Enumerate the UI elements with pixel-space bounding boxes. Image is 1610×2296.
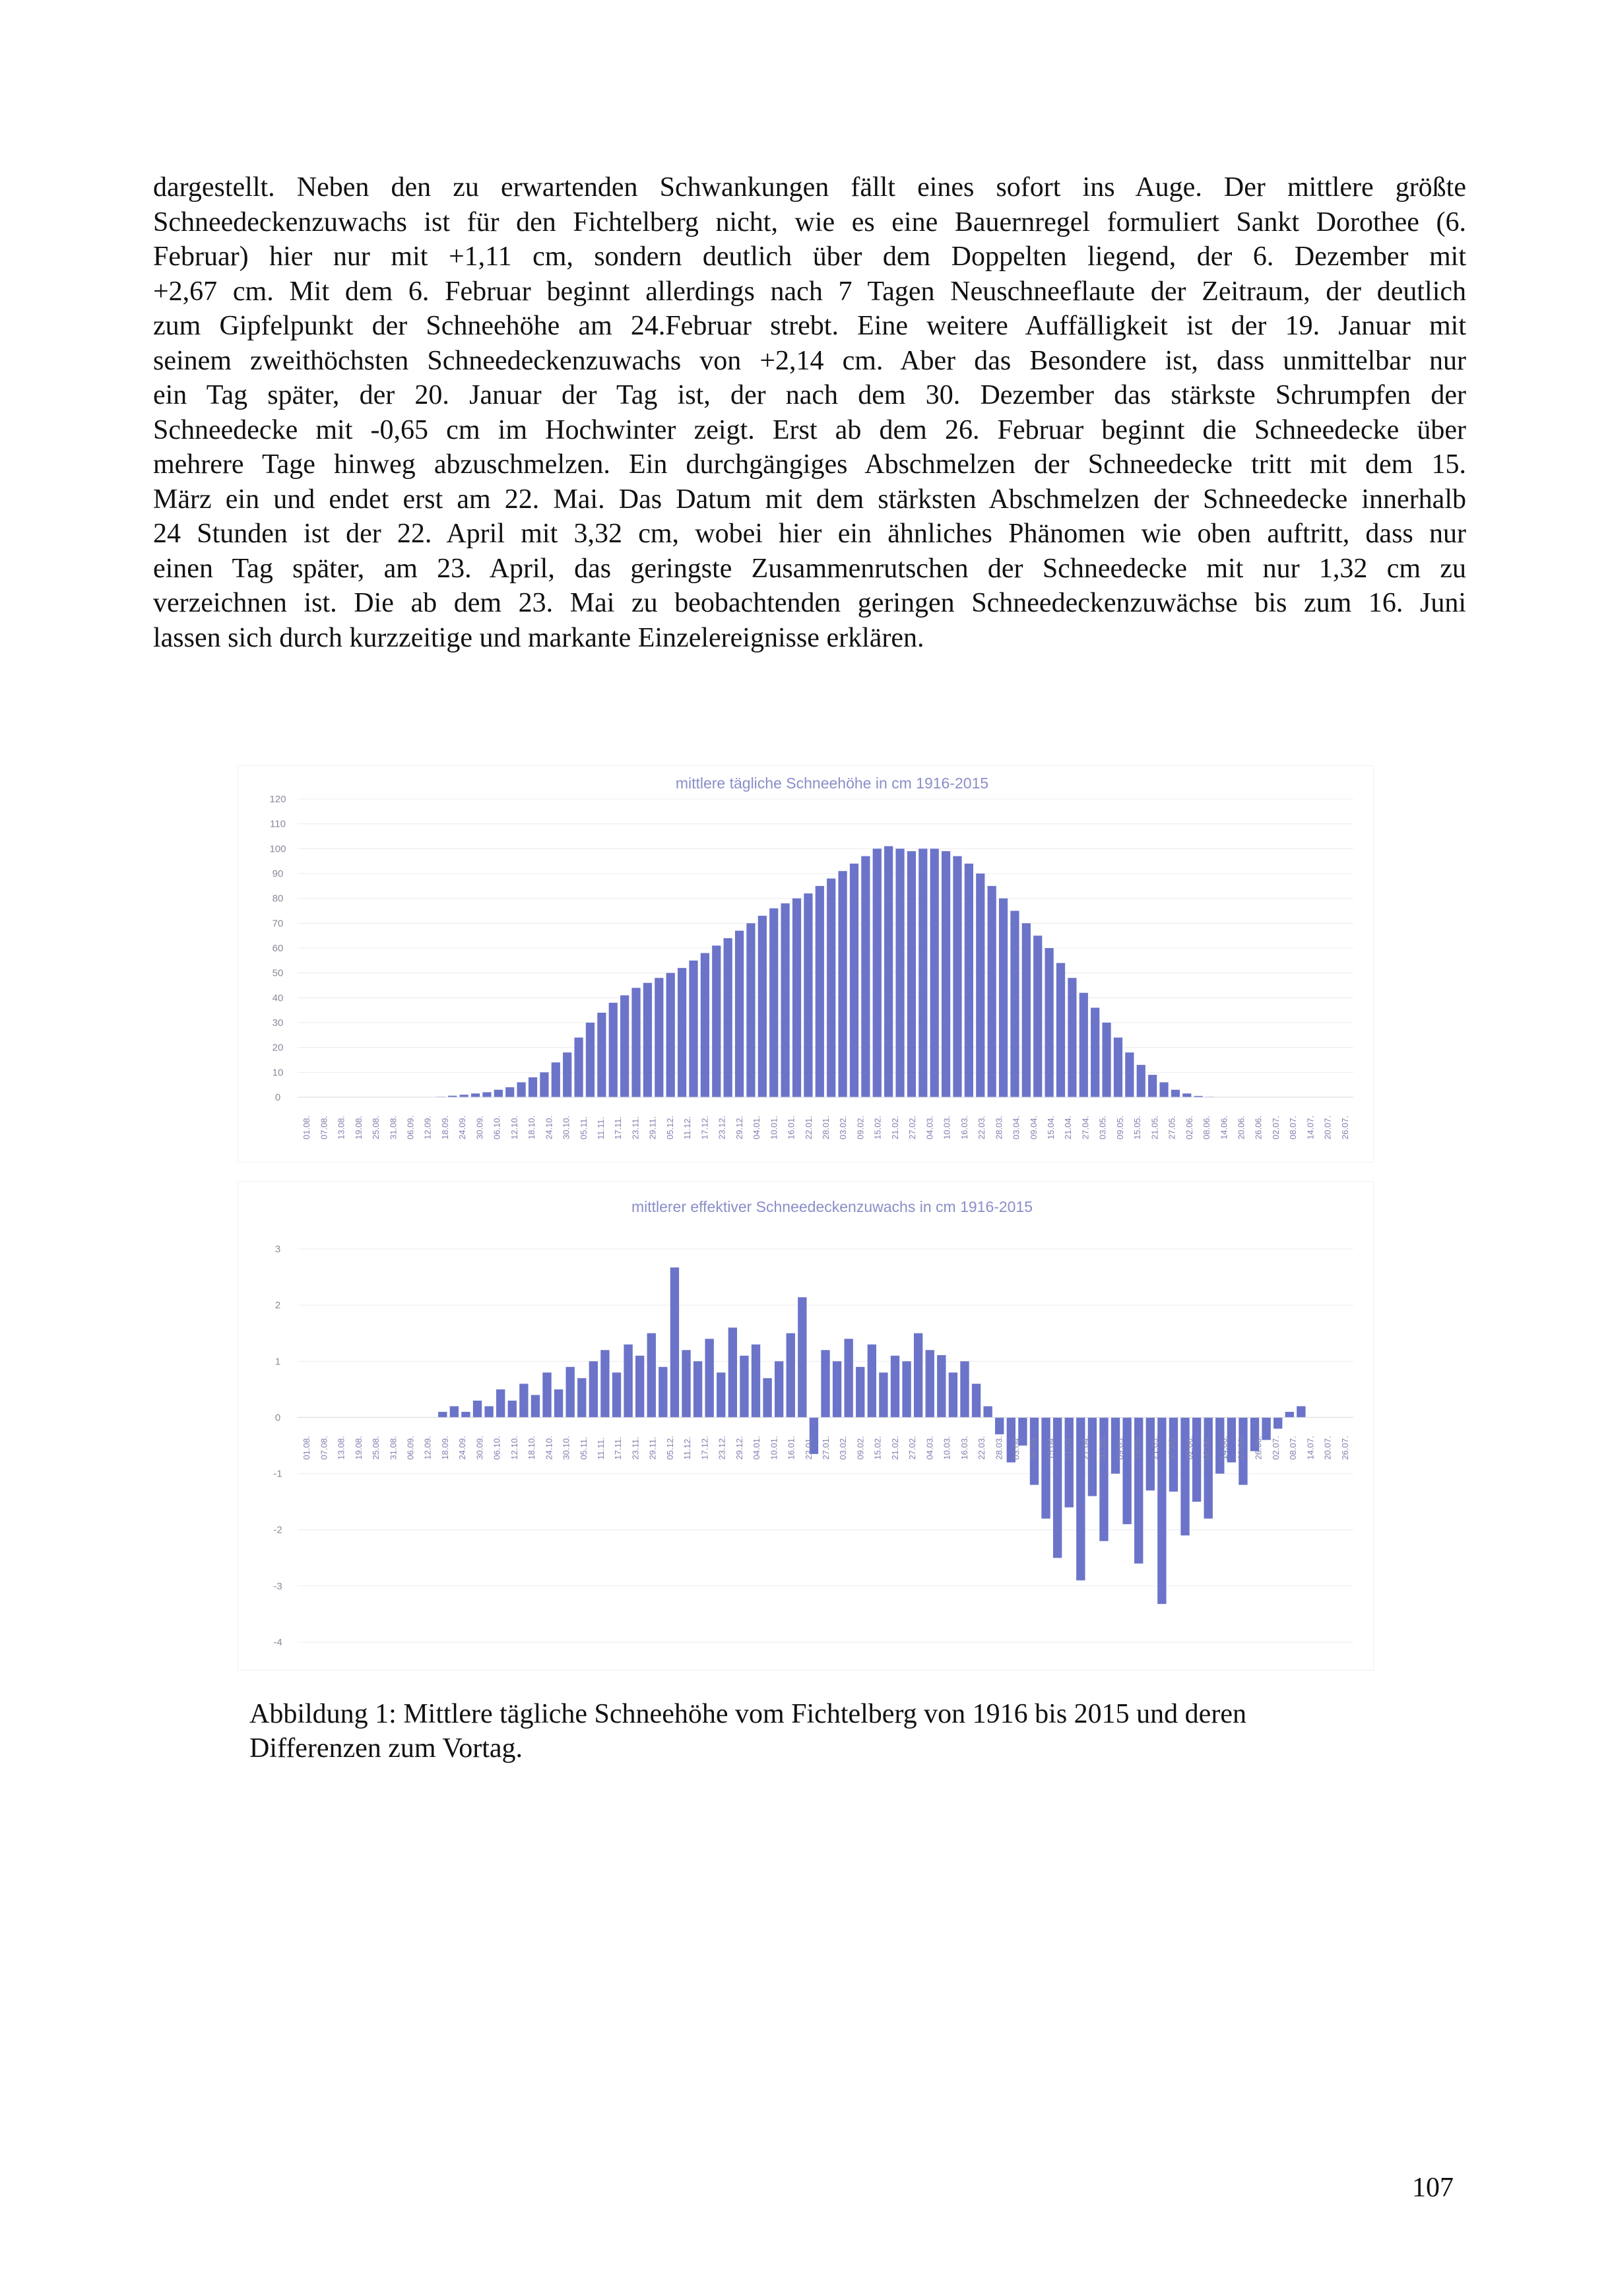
x-tick-label: 11.12. bbox=[682, 1116, 693, 1139]
x-tick-label: 01.08. bbox=[302, 1115, 312, 1139]
x-tick-label: 27.04. bbox=[1080, 1115, 1091, 1139]
x-tick-label: 08.06. bbox=[1202, 1436, 1212, 1460]
body-line: lassen sich durch kurzzeitige und markante Einzelereignisse erklären. bbox=[153, 622, 924, 653]
chart-bar bbox=[918, 848, 927, 1097]
x-tick-label: 09.04. bbox=[1028, 1115, 1039, 1139]
x-tick-label: 27.04. bbox=[1080, 1436, 1091, 1460]
chart-bar bbox=[798, 1297, 806, 1417]
chart-bar bbox=[552, 1062, 560, 1097]
x-tick-label: 10.03. bbox=[942, 1436, 952, 1460]
x-tick-label: 18.09. bbox=[439, 1436, 450, 1460]
chart-bar bbox=[1159, 1082, 1168, 1097]
chart-bar bbox=[460, 1095, 468, 1097]
chart-bar bbox=[1033, 936, 1042, 1097]
chart-bar bbox=[542, 1372, 551, 1417]
x-tick-label: 08.07. bbox=[1288, 1436, 1299, 1460]
chart-bar bbox=[461, 1412, 470, 1418]
body-line: dargestellt. Neben den zu erwartenden Schwankungen fällt eines sofort ins Auge. Der mittlere größte bbox=[153, 172, 1466, 203]
x-tick-label: 04.01. bbox=[752, 1436, 762, 1460]
chart-bar bbox=[775, 1361, 783, 1417]
y-tick-label: 20 bbox=[272, 1042, 284, 1054]
y-tick-label: 0 bbox=[274, 1092, 281, 1103]
chart-bar bbox=[1102, 1023, 1111, 1097]
chart-bar bbox=[631, 988, 640, 1097]
y-tick-label: 10 bbox=[272, 1067, 284, 1079]
x-tick-label: 03.04. bbox=[1011, 1436, 1021, 1460]
chart-bar bbox=[1273, 1417, 1282, 1428]
x-tick-label: 09.05. bbox=[1114, 1115, 1125, 1139]
x-tick-label: 17.12. bbox=[699, 1436, 710, 1460]
chart-bar bbox=[891, 1356, 899, 1418]
x-tick-label: 18.10. bbox=[527, 1436, 537, 1460]
chart-bar bbox=[1114, 1038, 1122, 1097]
x-tick-label: 23.12. bbox=[717, 1115, 727, 1139]
chart-bar bbox=[988, 886, 996, 1097]
x-tick-label: 05.12. bbox=[664, 1115, 675, 1139]
x-tick-label: 28.03. bbox=[994, 1436, 1004, 1460]
x-tick-label: 18.09. bbox=[439, 1115, 450, 1139]
x-tick-label: 24.09. bbox=[457, 1115, 468, 1139]
chart-bar bbox=[758, 916, 767, 1097]
chart-bar bbox=[763, 1378, 771, 1418]
x-tick-label: 06.09. bbox=[405, 1115, 416, 1139]
chart-bar bbox=[1056, 963, 1065, 1097]
chart-bar bbox=[769, 909, 778, 1097]
y-tick-label: 50 bbox=[272, 967, 284, 979]
x-tick-label: 06.10. bbox=[492, 1115, 502, 1139]
chart-bar bbox=[995, 1417, 1004, 1434]
body-line: Schneedeckenzuwachs ist für den Fichtelberg nicht, wie es eine Bauernregel formuliert Sankt Dorothee (6. bbox=[153, 207, 1466, 238]
y-tick-label: 70 bbox=[272, 918, 284, 930]
chart-bar bbox=[496, 1389, 505, 1418]
body-line: März ein und endet erst am 22. Mai. Das Datum mit dem stärksten Abschmelzen der Schneedecke innerhalb bbox=[153, 484, 1466, 515]
chart-bar bbox=[972, 1384, 981, 1417]
x-tick-label: 10.01. bbox=[769, 1115, 779, 1139]
chart-bar bbox=[659, 1367, 667, 1418]
x-tick-label: 03.02. bbox=[838, 1115, 849, 1139]
x-tick-label: 07.08. bbox=[319, 1436, 329, 1460]
x-tick-label: 15.05. bbox=[1132, 1115, 1143, 1139]
chart-bar bbox=[937, 1355, 946, 1418]
chart-bar bbox=[554, 1389, 563, 1418]
x-tick-label: 15.04. bbox=[1045, 1436, 1056, 1460]
x-tick-label: 10.03. bbox=[942, 1115, 952, 1139]
chart-bar bbox=[821, 1350, 829, 1417]
x-tick-label: 05.11. bbox=[578, 1436, 589, 1460]
x-tick-label: 14.07. bbox=[1305, 1436, 1316, 1460]
chart-bar bbox=[586, 1023, 595, 1097]
chart-bar bbox=[1171, 1090, 1180, 1097]
chart-title: mittlere tägliche Schneehöhe in cm 1916-2015 bbox=[675, 775, 989, 792]
chart-bar bbox=[976, 874, 984, 1097]
x-tick-label: 28.03. bbox=[994, 1115, 1004, 1139]
x-tick-label: 20.06. bbox=[1236, 1436, 1246, 1460]
chart-bar bbox=[949, 1372, 957, 1417]
chart-bar bbox=[953, 856, 961, 1097]
body-line: mehrere Tage hinweg abzuschmelzen. Ein durchgängiges Abschmelzen der Schneedecke tritt mit dem 15. bbox=[153, 449, 1466, 480]
figure-caption: Abbildung 1: Mittlere tägliche Schneehöhe vom Fichtelberg von 1916 bis 2015 und deren Differenzen zum Vortag. bbox=[249, 1699, 1246, 1764]
x-tick-label: 04.03. bbox=[924, 1115, 935, 1139]
chart-bar bbox=[484, 1406, 493, 1417]
chart-bar bbox=[566, 1367, 575, 1418]
y-tick-label: 3 bbox=[274, 1244, 281, 1255]
x-tick-label: 27.01. bbox=[821, 1436, 831, 1460]
body-line: verzeichnen ist. Die ab dem 23. Mai zu beobachtenden geringen Schneedeckenzuwächse bis zum 16. Juni bbox=[153, 588, 1466, 618]
x-tick-label: 14.07. bbox=[1305, 1115, 1316, 1139]
x-tick-label: 05.12. bbox=[664, 1436, 675, 1460]
x-tick-label: 02.07. bbox=[1270, 1115, 1281, 1139]
chart-bar bbox=[1180, 1417, 1189, 1535]
page-number: 107 bbox=[1412, 2173, 1454, 2203]
chart-bar bbox=[624, 1345, 632, 1418]
chart-bar bbox=[787, 1333, 795, 1418]
chart-bar bbox=[505, 1087, 514, 1097]
chart-bar bbox=[597, 1013, 606, 1097]
x-tick-label: 23.11. bbox=[630, 1116, 641, 1139]
x-tick-label: 19.08. bbox=[353, 1115, 364, 1139]
chart-bar bbox=[450, 1406, 459, 1417]
x-tick-label: 27.05. bbox=[1167, 1115, 1177, 1139]
x-tick-label: 30.09. bbox=[474, 1115, 485, 1139]
x-tick-label: 23.12. bbox=[717, 1436, 727, 1460]
chart-bar bbox=[833, 1361, 841, 1417]
chart-bar bbox=[884, 846, 893, 1097]
x-tick-label: 09.05. bbox=[1114, 1436, 1125, 1460]
x-tick-label: 09.02. bbox=[855, 1115, 866, 1139]
chart-bar bbox=[844, 1339, 853, 1417]
body-line: Februar) hier nur mit +1,11 cm, sondern deutlich über dem Doppelten liegend, der 6. Dezember mit bbox=[153, 241, 1466, 272]
chart-bar bbox=[746, 923, 755, 1097]
x-tick-label: 04.01. bbox=[752, 1115, 762, 1139]
chart-bar bbox=[620, 996, 629, 1097]
x-tick-label: 06.10. bbox=[492, 1436, 502, 1460]
x-tick-label: 18.10. bbox=[527, 1115, 537, 1139]
x-tick-label: 13.08. bbox=[336, 1436, 346, 1460]
chart-bar bbox=[1010, 911, 1019, 1098]
x-tick-label: 27.02. bbox=[907, 1115, 918, 1139]
y-tick-label: -4 bbox=[273, 1637, 282, 1648]
body-line: einen Tag später, am 23. April, das geringste Zusammenrutschen der Schneedecke mit nur 1,32 cm zu bbox=[153, 553, 1466, 584]
x-tick-label: 03.05. bbox=[1097, 1115, 1108, 1139]
x-tick-label: 16.01. bbox=[786, 1436, 796, 1460]
chart-bar bbox=[519, 1384, 528, 1417]
y-tick-label: 40 bbox=[272, 992, 284, 1004]
x-tick-label: 14.06. bbox=[1219, 1436, 1229, 1460]
x-tick-label: 25.08. bbox=[371, 1436, 381, 1460]
chart-bar bbox=[930, 848, 939, 1097]
chart-title: mittlerer effektiver Schneedeckenzuwachs in cm 1916-2015 bbox=[631, 1198, 1033, 1215]
chart-bar bbox=[724, 938, 732, 1097]
chart-bar bbox=[643, 983, 652, 1097]
body-line: seinem zweithöchsten Schneedeckenzuwachs von +2,14 cm. Aber das Besondere ist, dass unmittelbar nur bbox=[153, 345, 1466, 376]
y-tick-label: 110 bbox=[270, 818, 286, 830]
x-tick-label: 22.01. bbox=[803, 1115, 814, 1139]
x-tick-label: 29.12. bbox=[734, 1436, 744, 1460]
x-tick-label: 29.12. bbox=[734, 1115, 744, 1139]
x-tick-label: 26.06. bbox=[1253, 1115, 1264, 1139]
snow-increase-chart-svg bbox=[238, 1182, 1373, 1670]
x-tick-label: 08.07. bbox=[1288, 1115, 1299, 1139]
x-tick-label: 27.05. bbox=[1167, 1436, 1177, 1460]
chart-bar bbox=[850, 864, 858, 1097]
x-tick-label: 04.03. bbox=[924, 1436, 935, 1460]
x-tick-label: 12.09. bbox=[422, 1115, 433, 1139]
chart-bar bbox=[666, 973, 675, 1097]
chart-bar bbox=[1065, 1417, 1074, 1507]
x-tick-label: 21.04. bbox=[1063, 1436, 1074, 1460]
x-tick-label: 25.08. bbox=[371, 1115, 381, 1139]
x-tick-label: 14.06. bbox=[1219, 1115, 1229, 1139]
chart-bar bbox=[873, 848, 882, 1097]
chart-bar bbox=[1068, 978, 1076, 1097]
chart-bar bbox=[1041, 1417, 1050, 1518]
x-tick-label: 15.05. bbox=[1132, 1436, 1143, 1460]
chart-bar bbox=[1204, 1417, 1213, 1518]
x-tick-label: 10.01. bbox=[769, 1436, 779, 1460]
y-tick-label: 120 bbox=[269, 794, 286, 805]
chart-bar bbox=[926, 1350, 934, 1417]
x-tick-label: 20.06. bbox=[1236, 1115, 1246, 1139]
x-tick-label: 31.08. bbox=[388, 1436, 399, 1460]
x-tick-label: 02.06. bbox=[1184, 1436, 1194, 1460]
x-tick-label: 26.06. bbox=[1253, 1436, 1264, 1460]
chart-bar bbox=[693, 1361, 702, 1417]
x-tick-label: 21.02. bbox=[889, 1436, 900, 1460]
chart-bar bbox=[942, 851, 950, 1097]
chart-bar bbox=[563, 1052, 571, 1097]
x-tick-label: 15.02. bbox=[872, 1436, 883, 1460]
snow-depth-chart-svg bbox=[238, 766, 1373, 1162]
snow-increase-chart bbox=[238, 1181, 1374, 1671]
x-tick-label: 06.09. bbox=[405, 1436, 416, 1460]
x-tick-label: 24.10. bbox=[544, 1115, 554, 1139]
chart-bar bbox=[914, 1333, 922, 1418]
x-tick-label: 27.02. bbox=[907, 1436, 918, 1460]
chart-bar bbox=[705, 1339, 713, 1417]
x-tick-label: 23.11. bbox=[630, 1436, 641, 1460]
chart-bar bbox=[1122, 1417, 1131, 1524]
chart-bar bbox=[473, 1401, 482, 1418]
y-tick-label: 1 bbox=[274, 1356, 281, 1368]
x-tick-label: 11.12. bbox=[682, 1436, 693, 1460]
x-tick-label: 05.11. bbox=[578, 1116, 589, 1139]
chart-bar bbox=[438, 1412, 447, 1418]
chart-bar bbox=[740, 1356, 748, 1418]
x-tick-label: 08.06. bbox=[1202, 1115, 1212, 1139]
x-tick-label: 12.10. bbox=[509, 1115, 519, 1139]
chart-bar bbox=[612, 1372, 621, 1417]
body-line: 24 Stunden ist der 22. April mit 3,32 cm, wobei hier ein ähnliches Phänomen wie oben auftritt, dass nur bbox=[153, 519, 1466, 549]
y-tick-label: 90 bbox=[272, 868, 284, 879]
x-tick-label: 13.08. bbox=[336, 1115, 346, 1139]
x-tick-label: 03.05. bbox=[1097, 1436, 1108, 1460]
chart-bar bbox=[517, 1082, 526, 1097]
chart-bar bbox=[895, 848, 904, 1097]
x-tick-label: 03.04. bbox=[1011, 1115, 1021, 1139]
chart-bar bbox=[1137, 1065, 1145, 1097]
chart-bar bbox=[589, 1361, 598, 1417]
body-line: Schneedecke mit -0,65 cm im Hochwinter zeigt. Erst ab dem 26. Februar beginnt die Schneedecke über bbox=[153, 414, 1466, 445]
chart-bar bbox=[494, 1090, 503, 1097]
x-tick-label: 21.05. bbox=[1149, 1115, 1160, 1139]
chart-bar bbox=[827, 879, 835, 1097]
x-tick-label: 09.04. bbox=[1028, 1436, 1039, 1460]
x-tick-label: 29.11. bbox=[647, 1116, 658, 1139]
chart-bar bbox=[531, 1395, 540, 1417]
chart-bar bbox=[792, 899, 801, 1097]
chart-bar bbox=[907, 851, 916, 1097]
chart-bar bbox=[838, 871, 847, 1097]
chart-bar bbox=[678, 968, 686, 1097]
snow-depth-chart bbox=[238, 765, 1374, 1163]
y-tick-label: -3 bbox=[273, 1580, 282, 1592]
x-tick-label: 17.11. bbox=[613, 1116, 624, 1139]
chart-bar bbox=[1297, 1406, 1305, 1417]
body-text bbox=[153, 170, 1466, 655]
chart-bar bbox=[1091, 1007, 1099, 1097]
chart-bar bbox=[965, 864, 973, 1097]
y-tick-label: -1 bbox=[273, 1468, 282, 1480]
x-tick-label: 30.09. bbox=[474, 1436, 485, 1460]
chart-bar bbox=[999, 899, 1008, 1097]
chart-bar bbox=[804, 893, 812, 1097]
y-tick-label: 30 bbox=[272, 1017, 284, 1029]
x-tick-label: 02.07. bbox=[1270, 1436, 1281, 1460]
chart-bar bbox=[735, 931, 744, 1097]
chart-bar bbox=[717, 1372, 725, 1417]
x-tick-label: 03.02. bbox=[838, 1436, 849, 1460]
x-tick-label: 31.08. bbox=[388, 1115, 399, 1139]
x-tick-label: 02.06. bbox=[1184, 1115, 1194, 1139]
x-tick-label: 30.10. bbox=[561, 1115, 571, 1139]
y-tick-label: -2 bbox=[273, 1524, 282, 1536]
x-tick-label: 20.07. bbox=[1322, 1436, 1333, 1460]
x-tick-label: 30.10. bbox=[561, 1436, 571, 1460]
chart-bar bbox=[670, 1267, 679, 1417]
chart-bar bbox=[635, 1356, 644, 1418]
x-tick-label: 16.03. bbox=[959, 1436, 969, 1460]
chart-bar bbox=[600, 1350, 609, 1417]
x-tick-label: 21.04. bbox=[1063, 1115, 1074, 1139]
chart-bar bbox=[1125, 1052, 1134, 1097]
chart-bar bbox=[728, 1327, 737, 1417]
body-line: ein Tag später, der 20. Januar der Tag ist, der nach dem 30. Dezember das stärkste Schrumpfen der bbox=[153, 380, 1466, 410]
chart-bar bbox=[647, 1333, 656, 1418]
x-tick-label: 11.11. bbox=[596, 1116, 606, 1139]
body-line: zum Gipfelpunkt der Schneehöhe am 24.Februar strebt. Eine weitere Auffälligkeit ist der 19. Januar mit bbox=[153, 311, 1466, 341]
chart-bar bbox=[856, 1367, 864, 1418]
x-tick-label: 12.10. bbox=[509, 1436, 519, 1460]
x-tick-label: 26.07. bbox=[1339, 1115, 1350, 1139]
x-tick-label: 22.03. bbox=[977, 1436, 987, 1460]
chart-bar bbox=[701, 953, 709, 1097]
chart-bar bbox=[1045, 948, 1054, 1097]
chart-bar bbox=[1285, 1412, 1294, 1418]
x-tick-label: 09.02. bbox=[855, 1436, 866, 1460]
x-tick-label: 17.12. bbox=[699, 1115, 710, 1139]
body-line: +2,67 cm. Mit dem 6. Februar beginnt allerdings nach 7 Tagen Neuschneeflaute der Zeitraum, der deutlich bbox=[153, 276, 1466, 307]
x-tick-label: 15.02. bbox=[872, 1115, 883, 1139]
x-tick-label: 29.11. bbox=[647, 1436, 658, 1460]
chart-bar bbox=[609, 1003, 618, 1097]
chart-bar bbox=[1182, 1093, 1191, 1097]
x-tick-label: 26.07. bbox=[1339, 1436, 1350, 1460]
chart-bar bbox=[655, 978, 663, 1097]
chart-bar bbox=[508, 1401, 517, 1418]
chart-bar bbox=[471, 1093, 480, 1097]
y-tick-label: 60 bbox=[272, 943, 284, 954]
chart-bar bbox=[752, 1345, 760, 1418]
chart-bar bbox=[983, 1406, 992, 1417]
chart-bar bbox=[540, 1072, 548, 1097]
chart-bar bbox=[960, 1361, 969, 1417]
chart-bar bbox=[781, 903, 790, 1097]
chart-bar bbox=[529, 1077, 537, 1097]
x-tick-label: 20.07. bbox=[1322, 1115, 1333, 1139]
y-tick-label: 100 bbox=[269, 843, 286, 855]
x-tick-label: 28.01. bbox=[821, 1115, 831, 1139]
x-tick-label: 16.01. bbox=[786, 1115, 796, 1139]
x-tick-label: 24.09. bbox=[457, 1436, 468, 1460]
x-tick-label: 22.03. bbox=[977, 1115, 987, 1139]
chart-bar bbox=[482, 1092, 491, 1097]
chart-bar bbox=[689, 961, 697, 1097]
chart-bar bbox=[879, 1372, 887, 1417]
y-tick-label: 0 bbox=[274, 1412, 281, 1424]
y-tick-label: 80 bbox=[272, 893, 284, 905]
chart-bar bbox=[902, 1361, 911, 1417]
x-tick-label: 21.02. bbox=[889, 1115, 900, 1139]
chart-bar bbox=[861, 856, 870, 1097]
chart-bar bbox=[574, 1038, 583, 1097]
chart-bar bbox=[868, 1345, 876, 1418]
chart-bar bbox=[577, 1378, 586, 1418]
chart-bar bbox=[1148, 1075, 1157, 1097]
chart-bar bbox=[682, 1350, 690, 1417]
x-tick-label: 21.05. bbox=[1149, 1436, 1160, 1460]
x-tick-label: 19.08. bbox=[353, 1436, 364, 1460]
x-tick-label: 11.11. bbox=[596, 1437, 606, 1460]
x-tick-label: 07.08. bbox=[319, 1115, 329, 1139]
x-tick-label: 16.03. bbox=[959, 1115, 969, 1139]
x-tick-label: 15.04. bbox=[1045, 1115, 1056, 1139]
x-tick-label: 01.08. bbox=[302, 1436, 312, 1460]
chart-bar bbox=[816, 886, 824, 1097]
chart-bar bbox=[1022, 923, 1031, 1097]
x-tick-label: 24.10. bbox=[544, 1436, 554, 1460]
x-tick-label: 12.09. bbox=[422, 1436, 433, 1460]
x-tick-label: 17.11. bbox=[613, 1436, 624, 1460]
chart-bar bbox=[712, 945, 721, 1097]
y-tick-label: 2 bbox=[274, 1300, 281, 1312]
x-tick-label: 22.01. bbox=[803, 1436, 814, 1460]
chart-bar bbox=[1079, 993, 1088, 1097]
